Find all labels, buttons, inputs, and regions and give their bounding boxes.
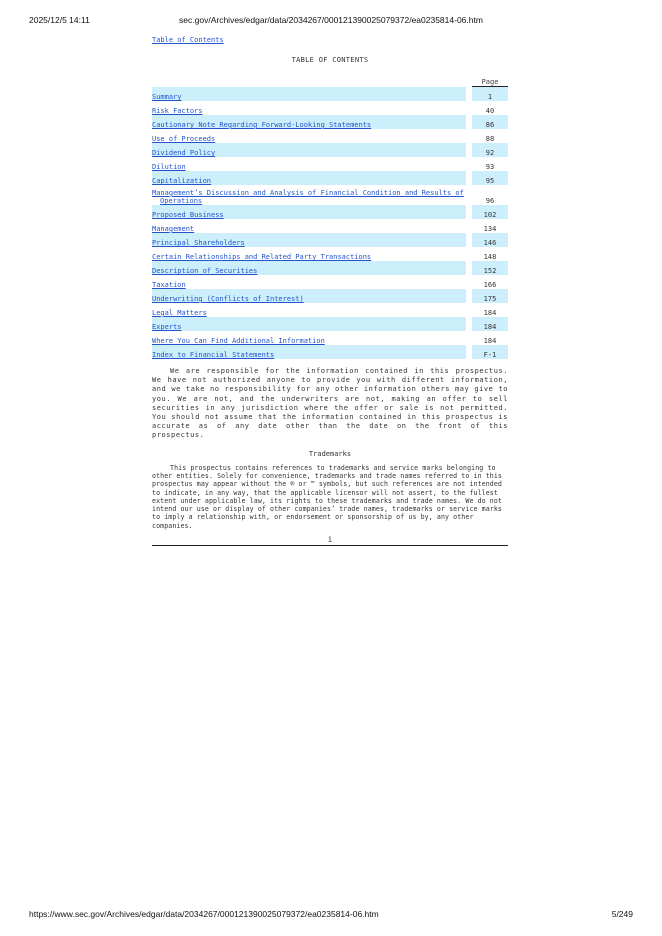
page-column-header: Page [472,73,508,87]
toc-row [152,289,508,303]
toc-row [152,205,508,219]
responsibility-paragraph: We are responsible for the information contained in this prospectus. We have not authorized anyone to provide you with different information, and we take no responsibility for any other information others may give to you. We are not, and the underwriters are not, making an offer to sell securities in any jurisdiction where the offer or sale is not permitted. You should not assume that the information contained in this prospectus is accurate as of any date other than the date on the front of this prospectus. [152,367,508,440]
toc-table [152,73,508,359]
toc-page-number: 184 [483,309,497,317]
toc-entry-link[interactable]: Legal Matters [152,309,207,317]
toc-page-number: 86 [472,115,508,129]
toc-row [152,331,508,345]
toc-page-number: F-1 [472,345,508,359]
toc-entry-link[interactable]: Where You Can Find Additional Information [152,337,325,345]
toc-page-number: 184 [472,317,508,331]
toc-page-number: 184 [483,337,497,345]
toc-page-number: 1 [472,87,508,102]
toc-entry-link[interactable]: Experts [152,323,182,331]
print-datetime: 2025/12/5 14:11 [29,15,90,25]
toc-entry-link[interactable]: Capitalization [152,177,212,185]
toc-row [152,185,508,205]
table-of-contents-link[interactable]: Table of Contents [152,36,224,44]
toc-entry-link[interactable]: Certain Relationships and Related Party Transactions [152,253,372,261]
toc-page-number: 88 [485,135,495,143]
trademarks-paragraph: This prospectus contains references to trademarks and service marks belonging to other entities. Solely for convenience, trademarks and trade names referred to in this prospectus may appear without the ® or ™ symbols, but such references are not intended to indicate, in any way, that the applicable licensor will not assert, to the fullest extent under applicable law, its rights to these trademarks and trade names. We do not intend our use or display of other companies’ trade names, trademarks or service marks to imply a relationship with, or endorsement or sponsorship of us by, any other companies. [152,463,502,530]
toc-row [152,101,508,115]
toc-entry-link[interactable]: Summary [152,93,182,101]
print-url: sec.gov/Archives/edgar/data/2034267/000121390025079372/ea0235814-06.htm [179,15,483,25]
toc-page-number: 166 [483,281,497,289]
toc-page-number: 146 [472,233,508,247]
toc-entry-link[interactable]: Description of Securities [152,267,258,275]
toc-entry-link[interactable]: Principal Shareholders [152,239,245,247]
toc-row [152,129,508,143]
toc-entry-link[interactable]: Cautionary Note Regarding Forward-Looking Statements [152,121,372,129]
toc-page-number: 92 [472,143,508,157]
toc-entry-link[interactable]: Dividend Policy [152,149,216,157]
toc-page-number: 40 [485,107,495,115]
toc-row [152,317,508,331]
page-number: i [152,535,508,546]
toc-page-number: 134 [483,225,497,233]
toc-row [152,247,508,261]
toc-entry-link-continued[interactable]: Operations [160,197,203,205]
toc-page-number: 95 [472,171,508,185]
toc-row [152,261,508,275]
toc-header-row [152,73,508,87]
toc-entry-link[interactable]: Proposed Business [152,211,224,219]
trademarks-heading: Trademarks [308,449,352,458]
toc-row [152,275,508,289]
toc-page-number: 93 [485,163,495,171]
toc-entry-link[interactable]: Taxation [152,281,186,289]
footer-url: https://www.sec.gov/Archives/edgar/data/2034267/000121390025079372/ea0235814-06.htm [29,909,379,919]
toc-row [152,233,508,247]
toc-row [152,115,508,129]
toc-entry-link[interactable]: Use of Proceeds [152,135,216,143]
toc-row [152,303,508,317]
toc-row [152,219,508,233]
toc-entry-link[interactable]: Underwriting (Conflicts of Interest) [152,295,304,303]
toc-row [152,87,508,102]
toc-row [152,171,508,185]
toc-entry-link[interactable]: Management [152,225,195,233]
toc-row [152,345,508,359]
toc-page-number: 148 [483,253,497,261]
footer-page-count: 5/249 [611,909,633,919]
toc-entry-link[interactable]: Index to Financial Statements [152,351,275,359]
toc-page-number: 96 [485,197,495,205]
toc-entry-link[interactable]: Management’s Discussion and Analysis of Financial Condition and Results of [152,189,464,197]
toc-page-number: 152 [472,261,508,275]
toc-title: TABLE OF CONTENTS [291,56,369,64]
toc-page-number: 102 [472,205,508,219]
toc-row [152,157,508,171]
toc-row [152,143,508,157]
toc-page-number: 175 [472,289,508,303]
toc-entry-link[interactable]: Risk Factors [152,107,203,115]
document-page [152,36,508,546]
toc-entry-link[interactable]: Dilution [152,163,186,171]
